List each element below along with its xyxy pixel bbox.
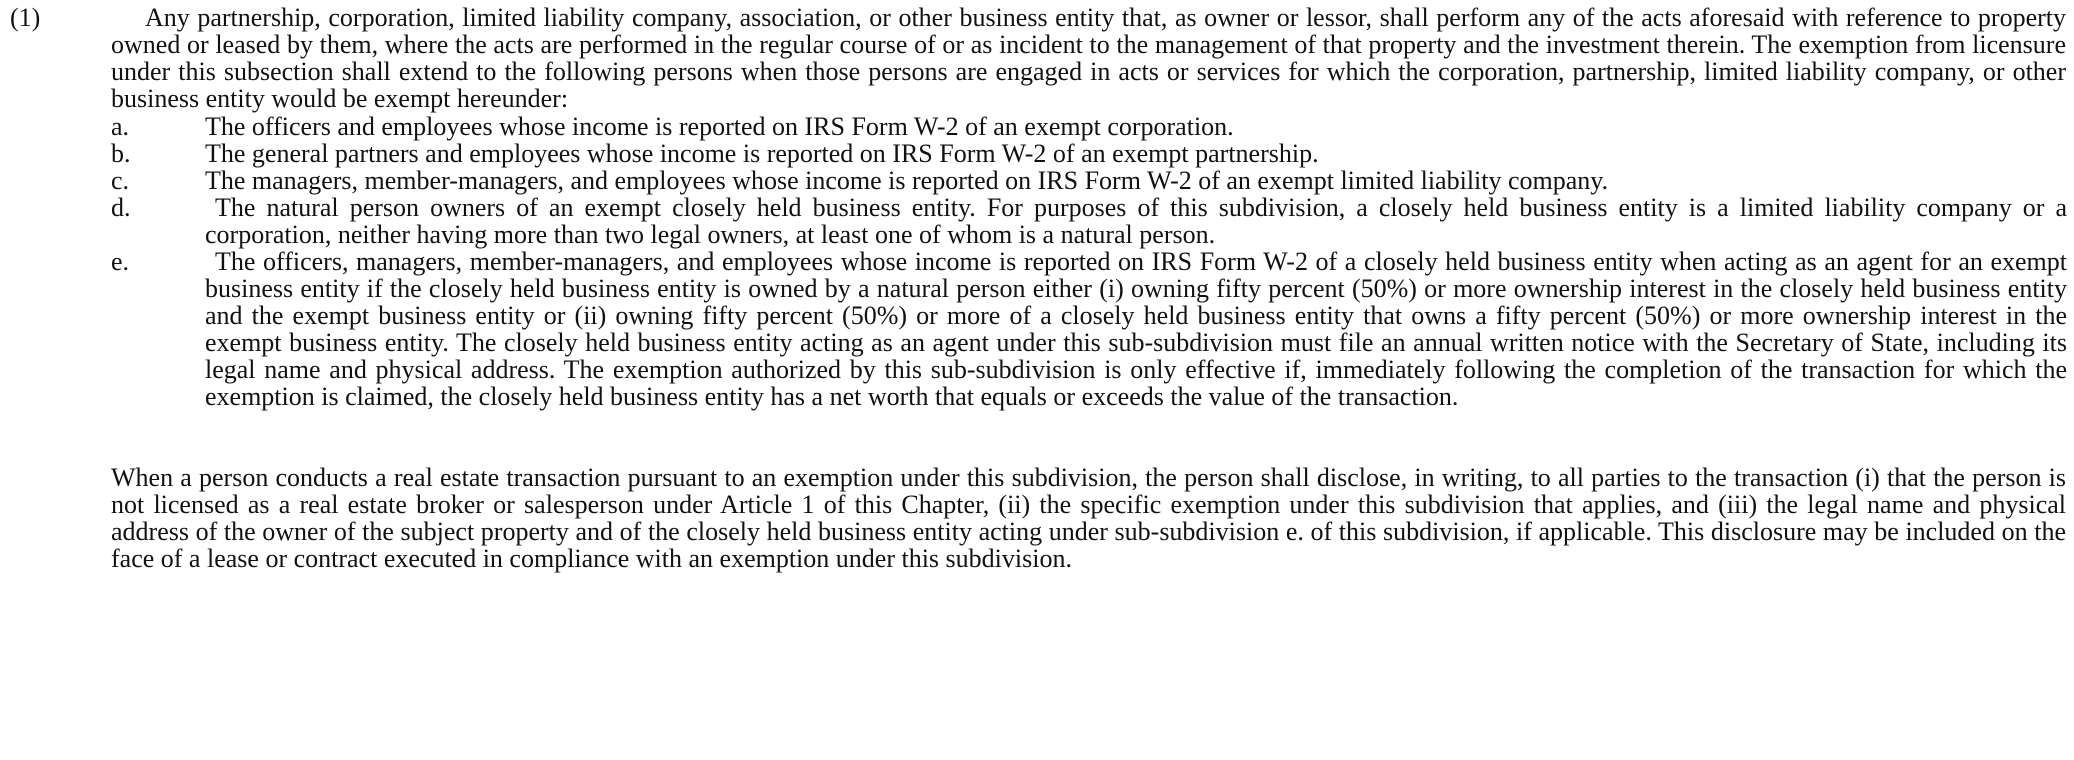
subdivision-intro-paragraph: Any partnership, corporation, limited liability company, association, or other business entity that, as owner or lessor, shall perform any of the acts aforesaid with reference to property owned or leased by them, where the acts are performed in the regular course of or as incident to the management of that property and the investment therein. The exemption from licensure under this subsection shall extend to the following persons when those persons are engaged in acts or services for which the corporation, partnership, limited liability company, or other business entity would be exempt hereunder: — [111, 3, 2066, 113]
list-item-text: The officers, managers, member-managers, and employees whose income is reported on IRS Form W-2 of a closely held business entity when acting as an agent for an exempt business entity if the closely held business entity is owned by a natural person either (i) owning fifty percent (50%) or more ownership interest in the closely held business entity and the exempt business entity or (ii) owning fifty percent (50%) or more of a closely held business entity that owns a fifty percent (50%) or more ownership interest in the exempt business entity. The closely held business entity acting as an agent under this sub-subdivision must file an annual written notice with the Secretary of State, including its legal name and physical address. The exemption authorized by this sub-subdivision is only effective if, immediately following the completion of the transaction for which the exemption is claimed, the closely held business entity has a net worth that equals or exceeds the value of the transaction. — [205, 247, 2067, 411]
list-item-text: The natural person owners of an exempt closely held business entity. For purposes of this subdivision, a closely held business entity is a limited liability company or a corporation, neither having more than two legal owners, at least one of whom is a natural person. — [205, 193, 2067, 249]
disclosure-paragraph: When a person conducts a real estate transaction pursuant to an exemption under this subdivision, the person shall disclose, in writing, to all parties to the transaction (i) that the person is not licensed as a real estate broker or salesperson under Article 1 of this Chapter, (ii) the specific exemption under this subdivision that applies, and (iii) the legal name and physical address of the owner of the subject property and of the closely held business entity acting under sub-subdivision e. of this subdivision, if applicable. This disclosure may be included on the face of a lease or contract executed in compliance with an exemption under this subdivision. — [111, 463, 2066, 573]
subdivision-number: (1) — [10, 3, 41, 32]
list-item-label: b. — [111, 139, 131, 168]
list-item-label: c. — [111, 166, 130, 195]
list-item-text: The general partners and employees whose income is reported on IRS Form W-2 of an exempt partnership. — [205, 139, 1319, 168]
list-item-label: e. — [111, 247, 130, 276]
list-item-label: a. — [111, 112, 130, 141]
list-item-text: The officers and employees whose income is reported on IRS Form W-2 of an exempt corporation. — [205, 112, 1234, 141]
list-item-text: The managers, member-managers, and employees whose income is reported on IRS Form W-2 of an exempt limited liability company. — [205, 166, 1609, 195]
list-item-label: d. — [111, 193, 131, 222]
